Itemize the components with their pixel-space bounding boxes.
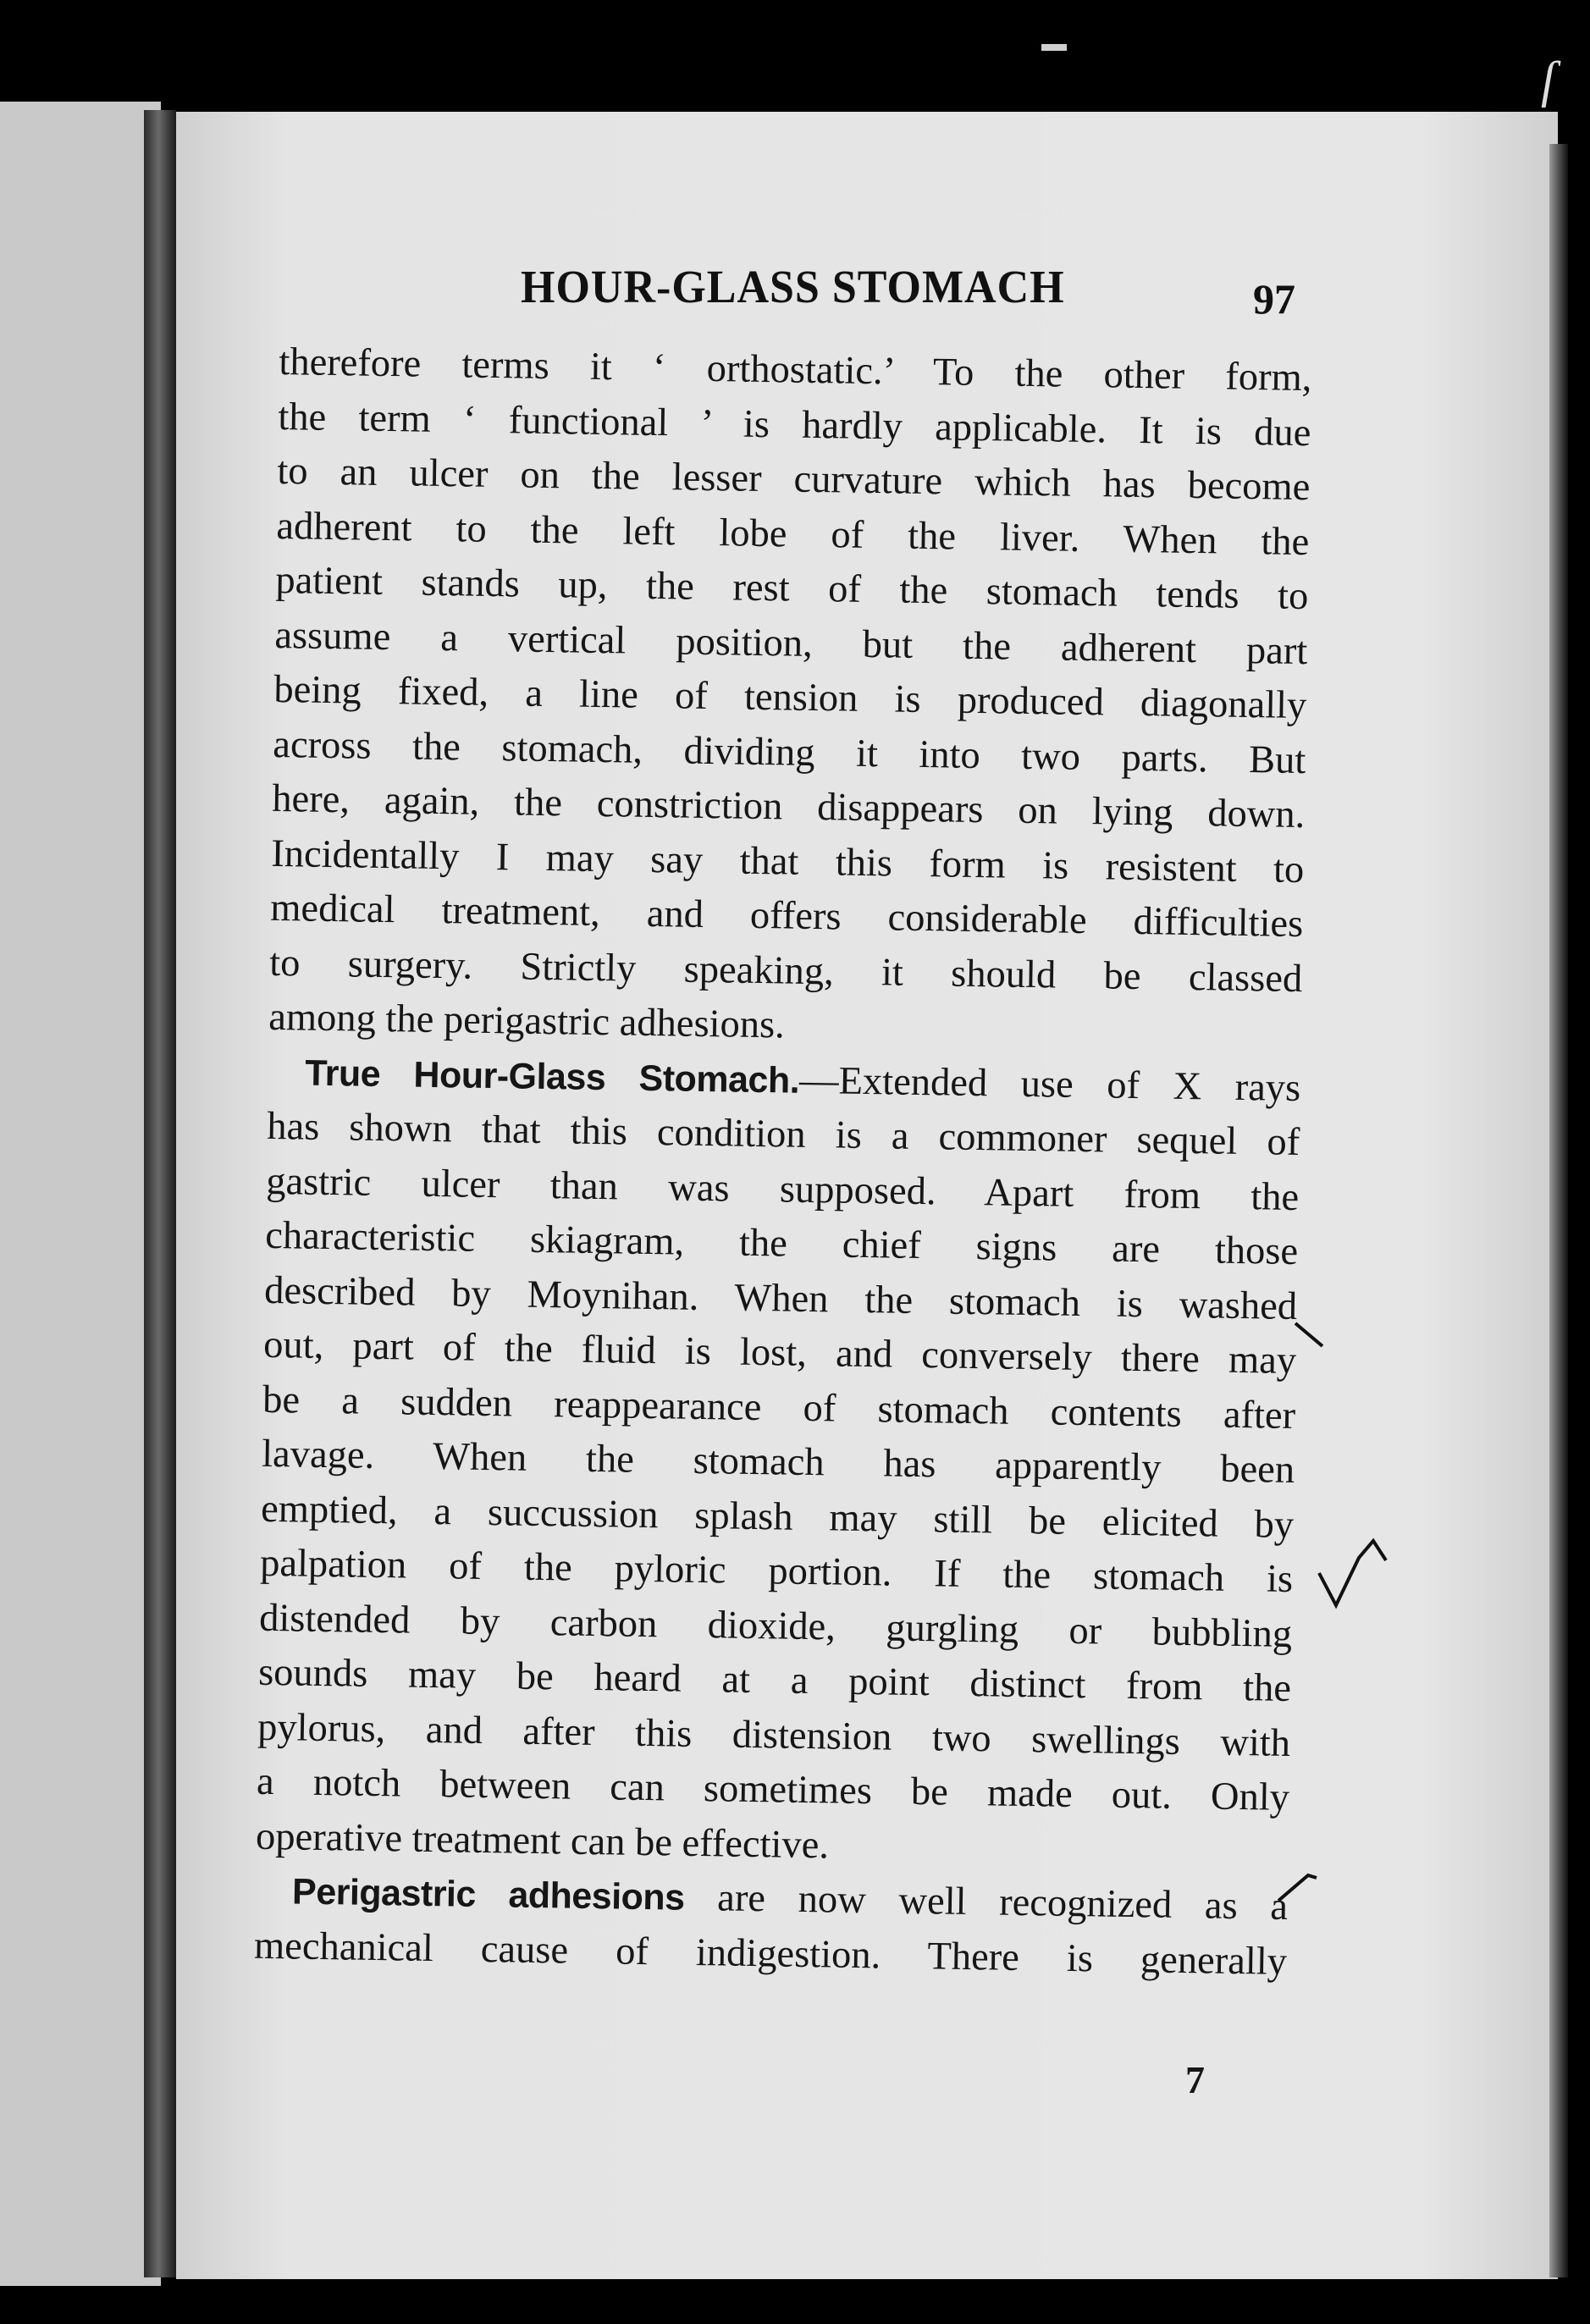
- running-header: [508, 262, 1321, 330]
- text-run: being fixed, a line of tension is produced diagonally: [273, 667, 1307, 728]
- text-run: a notch between can sometimes be made out. Only: [256, 1759, 1290, 1819]
- text-run: patient stands up, the rest of the stomach tends to: [275, 558, 1309, 619]
- scan-speck: [1041, 44, 1067, 51]
- text-run: operative treatment can be effective.: [255, 1814, 830, 1867]
- text-run: gastric ulcer than was supposed. Apart from the: [265, 1159, 1300, 1219]
- text-run: mechanical cause of indigestion. There is generally: [253, 1924, 1288, 1984]
- facing-page-edge: [0, 102, 161, 2286]
- text-run: be a sudden reappearance of stomach contents after: [262, 1377, 1296, 1438]
- text-run: —Extended use of X rays: [798, 1058, 1301, 1110]
- text-run: here, again, the constriction disappears on lying down.: [271, 776, 1306, 837]
- text-run: assume a vertical position, but the adherent part: [274, 613, 1308, 673]
- text-run: distended by carbon dioxide, gurgling or bubbling: [258, 1596, 1293, 1656]
- section-heading: True Hour-Glass Stomach.: [304, 1052, 800, 1101]
- text-run: lavage. When the stomach has apparently been: [261, 1432, 1295, 1492]
- text-run: to an ulcer on the lesser curvature which has become: [277, 449, 1311, 510]
- text-run: sounds may be heard at a point distinct from the: [257, 1650, 1292, 1710]
- text-run: medical treatment, and offers considerable difficulties: [269, 886, 1304, 947]
- text-run: pylorus, and after this distension two swellings with: [257, 1705, 1291, 1765]
- signature-mark: 7: [1185, 2058, 1205, 2101]
- page-number: 97: [1253, 275, 1295, 323]
- body-text: [254, 335, 1312, 1990]
- text-run: Incidentally I may say that this form is resistent to: [270, 831, 1305, 892]
- text-run: out, part of the fluid is lost, and conversely there may: [262, 1322, 1297, 1383]
- text-run: therefore terms it ‘ orthostatic.’ To the other form,: [279, 339, 1312, 400]
- text-run: emptied, a succussion splash may still be elicited by: [260, 1487, 1295, 1547]
- text-run: across the stomach, dividing it into two parts. But: [273, 722, 1306, 782]
- section-heading: Perigastric adhesions: [291, 1871, 685, 1918]
- text-run: to surgery. Strictly speaking, it should be classed: [268, 941, 1303, 1001]
- book-gutter: [144, 110, 176, 2277]
- text-run: palpation of the pyloric portion. If the stomach is: [259, 1541, 1294, 1601]
- page-edge-shadow: [1549, 144, 1568, 2277]
- running-head-title: HOUR-GLASS STOMACH: [521, 262, 1065, 313]
- corner-scribble: ſ: [1541, 52, 1555, 108]
- text-run: adherent to the left lobe of the liver. When the: [276, 504, 1310, 564]
- text-run: among the perigastric adhesions.: [268, 995, 786, 1047]
- text-run: the term ‘ functional ’ is hardly applicable. It is due: [278, 395, 1311, 455]
- text-run: are now well recognized as a: [684, 1875, 1289, 1929]
- text-run: characteristic skiagram, the chief signs are those: [264, 1213, 1299, 1274]
- text-run: has shown that this condition is a commoner sequel of: [266, 1104, 1300, 1165]
- text-run: described by Moynihan. When the stomach is washed: [263, 1268, 1298, 1328]
